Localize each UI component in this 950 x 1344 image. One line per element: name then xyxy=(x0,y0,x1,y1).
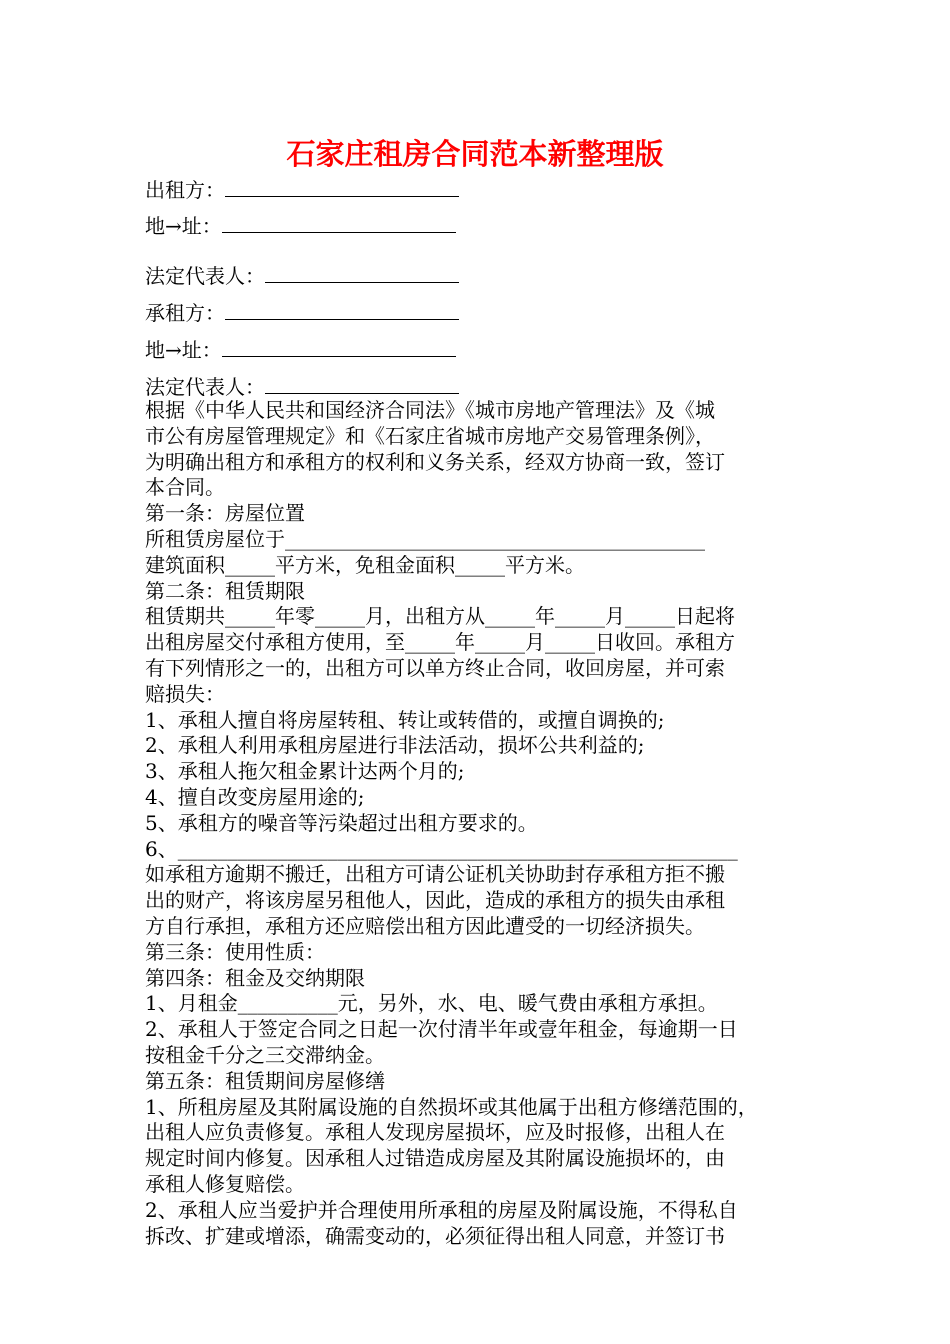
contract-line: 5、承租方的噪音等污染超过出租方要求的。 xyxy=(145,810,538,835)
contract-line: 出的财产，将该房屋另租他人，因此，造成的承租方的损失由承租 xyxy=(145,888,725,913)
lessor-blank[interactable] xyxy=(225,176,459,197)
contract-line: 有下列情形之一的，出租方可以单方终止合同，收回房屋，并可索 xyxy=(145,655,725,680)
lessee-address-field xyxy=(145,336,456,363)
lessor-legal-rep-blank[interactable] xyxy=(265,262,459,283)
lessee-field xyxy=(145,299,459,326)
lessor-address-label: 地→址： xyxy=(145,214,222,238)
lessee-legal-rep-blank[interactable] xyxy=(265,373,459,394)
contract-line: 3、承租人拖欠租金累计达两个月的; xyxy=(145,759,465,784)
contract-line: 第五条：租赁期间房屋修缮 xyxy=(145,1068,385,1093)
contract-line: 方自行承担，承租方还应赔偿出租方因此遭受的一切经济损失。 xyxy=(145,913,705,938)
contract-line: 1、月租金__________元，另外，水、电、暖气费由承租方承担。 xyxy=(145,991,718,1016)
contract-line: 6、________________________________________________________ xyxy=(145,836,738,861)
document-title: 石家庄租房合同范本新整理版 xyxy=(286,137,664,171)
contract-line: 本合同。 xyxy=(145,475,225,500)
contract-line: 租赁期共_____年零_____月，出租方从_____年_____月_____日起将 xyxy=(145,604,735,629)
lessee-address-label: 地→址： xyxy=(145,338,222,362)
lessor-legal-rep-field xyxy=(145,262,459,289)
contract-line: 如承租方逾期不搬迁，出租方可请公证机关协助封存承租方拒不搬 xyxy=(145,862,725,887)
contract-line: 2、承租人利用承租房屋进行非法活动，损坏公共利益的; xyxy=(145,733,645,758)
lessee-blank[interactable] xyxy=(225,299,459,320)
contract-line: 第一条：房屋位置 xyxy=(145,501,305,526)
contract-line: 出租人应负责修复。承租人发现房屋损坏，应及时报修，出租人在 xyxy=(145,1120,725,1145)
lessor-field xyxy=(145,176,459,203)
contract-body xyxy=(145,398,810,1249)
lessee-legal-rep-label: 法定代表人： xyxy=(145,375,265,399)
contract-line: 第四条：租金及交纳期限 xyxy=(145,965,365,990)
contract-line: 建筑面积_____平方米，免租金面积_____平方米。 xyxy=(145,552,585,577)
contract-line: 1、所租房屋及其附属设施的自然损坏或其他属于出租方修缮范围的， xyxy=(145,1094,758,1119)
contract-line: 按租金千分之三交滞纳金。 xyxy=(145,1042,385,1067)
contract-line: 第二条：租赁期限 xyxy=(145,578,305,603)
contract-line: 承租人修复赔偿。 xyxy=(145,1171,305,1196)
contract-line: 根据《中华人民共和国经济合同法》《城市房地产管理法》及《城 xyxy=(145,398,715,422)
contract-line: 第三条：使用性质： xyxy=(145,939,325,964)
contract-line: 所租赁房屋位于__________________________________________ xyxy=(145,526,705,551)
lessee-address-blank[interactable] xyxy=(222,336,456,357)
contract-line: 市公有房屋管理规定》和《石家庄省城市房地产交易管理条例》， xyxy=(145,423,715,448)
contract-line: 2、承租人应当爱护并合理使用所承租的房屋及附属设施，不得私自 xyxy=(145,1197,738,1222)
contract-line: 为明确出租方和承租方的权利和义务关系，经双方协商一致，签订 xyxy=(145,449,725,474)
lessee-label: 承租方： xyxy=(145,301,225,325)
contract-line: 1、承租人擅自将房屋转租、转让或转借的，或擅自调换的; xyxy=(145,707,665,732)
contract-line: 4、擅自改变房屋用途的; xyxy=(145,784,365,809)
contract-line: 拆改、扩建或增添，确需变动的，必须征得出租人同意，并签订书 xyxy=(145,1223,725,1248)
contract-line: 2、承租人于签定合同之日起一次付清半年或壹年租金，每逾期一日 xyxy=(145,1017,738,1042)
contract-line: 赔损失： xyxy=(145,681,225,706)
lessor-address-field xyxy=(145,212,456,239)
lessor-label: 出租方： xyxy=(145,178,225,202)
contract-line: 规定时间内修复。因承租人过错造成房屋及其附属设施损坏的，由 xyxy=(145,1146,725,1171)
lessor-address-blank[interactable] xyxy=(222,212,456,233)
lessor-legal-rep-label: 法定代表人： xyxy=(145,264,265,288)
contract-line: 出租房屋交付承租方使用，至_____年_____月_____日收回。承租方 xyxy=(145,630,735,655)
lessee-legal-rep-field xyxy=(145,373,459,400)
